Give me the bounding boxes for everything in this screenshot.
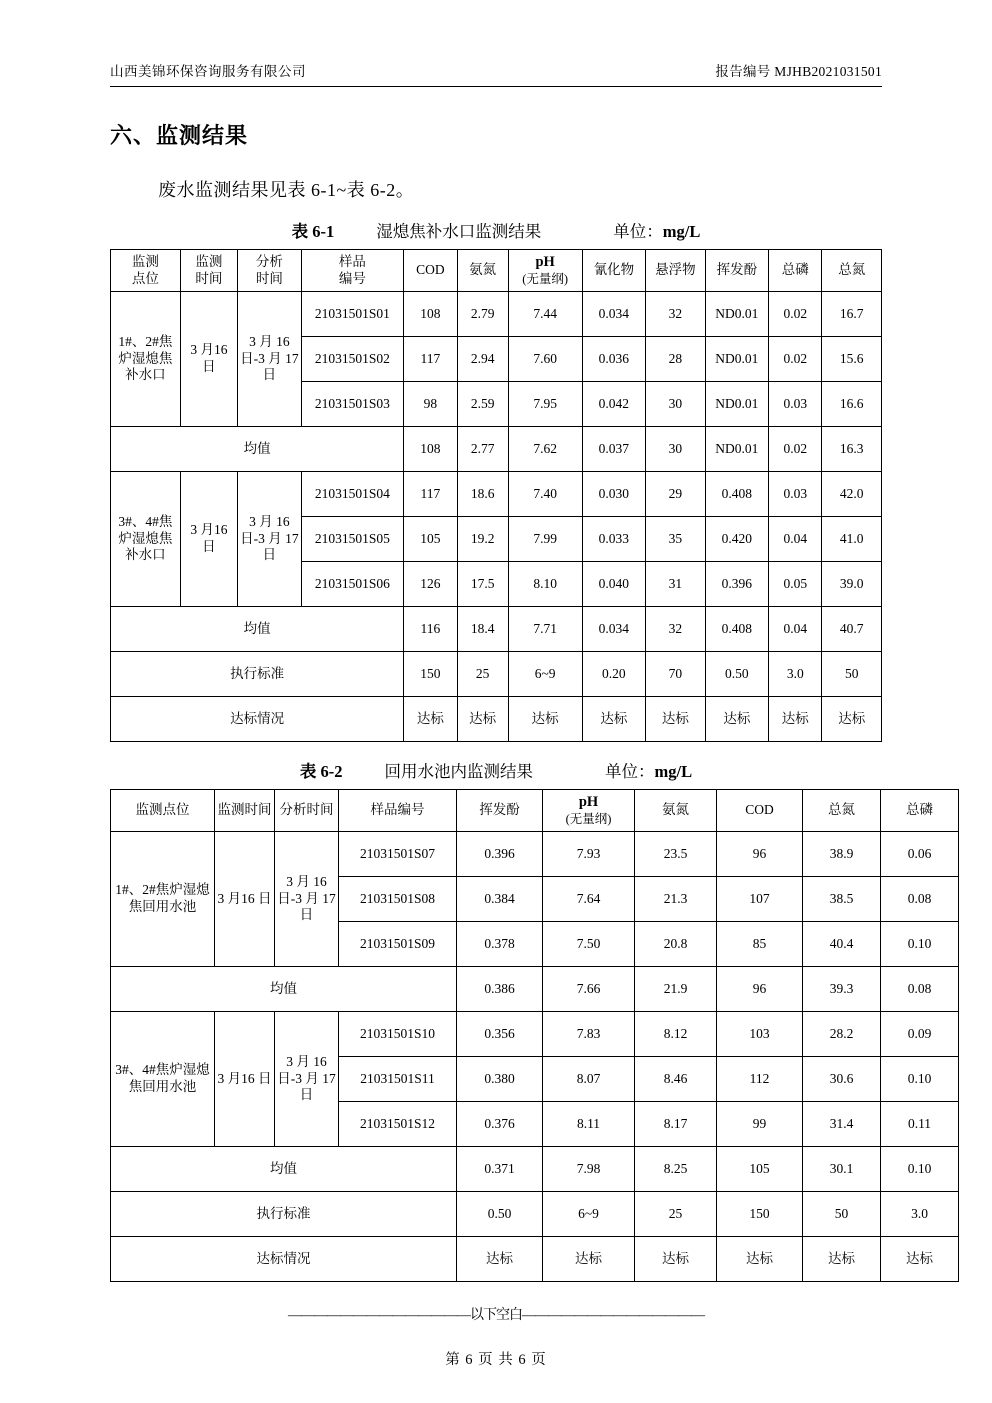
table-reuse-pool bbox=[110, 789, 959, 1282]
row-monitor-time: 3 月16 日 bbox=[215, 832, 275, 967]
cell-ph: 8.10 bbox=[508, 562, 582, 607]
cell-tn: 39.0 bbox=[822, 562, 882, 607]
cell-phenol: 0.371 bbox=[457, 1147, 543, 1192]
cell-ss: 29 bbox=[646, 472, 705, 517]
cell-phenol: 0.384 bbox=[457, 877, 543, 922]
cell-ph: 7.62 bbox=[508, 427, 582, 472]
cell-phenol: 达标 bbox=[457, 1237, 543, 1282]
cell-tp: 达标 bbox=[769, 697, 822, 742]
cell-ammonia: 18.6 bbox=[457, 472, 508, 517]
cell-ammonia: 2.79 bbox=[457, 292, 508, 337]
cell-phenol: ND0.01 bbox=[705, 337, 769, 382]
cell-ss: 28 bbox=[646, 337, 705, 382]
cell-ss: 32 bbox=[646, 607, 705, 652]
cell-sample: 21031501S10 bbox=[339, 1012, 457, 1057]
section-heading: 六、监测结果 bbox=[110, 123, 249, 148]
cell-ammonia: 25 bbox=[457, 652, 508, 697]
cell-tp: 3.0 bbox=[881, 1192, 959, 1237]
cell-tp: 0.08 bbox=[881, 967, 959, 1012]
cell-tn: 达标 bbox=[822, 697, 882, 742]
cell-ammonia: 达标 bbox=[457, 697, 508, 742]
cell-phenol: ND0.01 bbox=[705, 427, 769, 472]
table-row bbox=[111, 1012, 959, 1057]
cell-tn: 38.9 bbox=[803, 832, 881, 877]
cell-phenol: 0.386 bbox=[457, 967, 543, 1012]
th-sample-no: 样品编号 bbox=[339, 790, 457, 832]
cell-cod: 117 bbox=[404, 337, 457, 382]
cell-ammonia: 21.9 bbox=[635, 967, 717, 1012]
report-number: 报告编号 MJHB2021031501 bbox=[715, 64, 882, 79]
th-analysis-time: 分析时间 bbox=[275, 790, 339, 832]
table-row bbox=[111, 292, 882, 337]
cell-phenol: 0.376 bbox=[457, 1102, 543, 1147]
cell-ammonia: 2.94 bbox=[457, 337, 508, 382]
cell-ph: 7.83 bbox=[543, 1012, 635, 1057]
cell-tp: 0.11 bbox=[881, 1102, 959, 1147]
cell-ph: 7.99 bbox=[508, 517, 582, 562]
cell-ph: 7.95 bbox=[508, 382, 582, 427]
cell-tn: 31.4 bbox=[803, 1102, 881, 1147]
cell-tp: 0.10 bbox=[881, 1147, 959, 1192]
cell-tn: 40.7 bbox=[822, 607, 882, 652]
cell-sample: 21031501S05 bbox=[301, 517, 404, 562]
cell-cod: 103 bbox=[717, 1012, 803, 1057]
cell-ammonia: 21.3 bbox=[635, 877, 717, 922]
cell-cod: 达标 bbox=[404, 697, 457, 742]
cell-ph: 7.64 bbox=[543, 877, 635, 922]
cell-phenol: 0.396 bbox=[705, 562, 769, 607]
th-tp: 总磷 bbox=[881, 790, 959, 832]
table-row-mean bbox=[111, 427, 882, 472]
cell-sample: 21031501S03 bbox=[301, 382, 404, 427]
cell-ammonia: 8.46 bbox=[635, 1057, 717, 1102]
cell-ph: 8.07 bbox=[543, 1057, 635, 1102]
cell-tn: 15.6 bbox=[822, 337, 882, 382]
table-row-compliance bbox=[111, 1237, 959, 1282]
th-analysis-time: 分析 时间 bbox=[238, 250, 302, 292]
cell-tp: 0.02 bbox=[769, 427, 822, 472]
row-point: 1#、2#焦炉湿熄焦补水口 bbox=[111, 292, 181, 427]
cell-ammonia: 8.12 bbox=[635, 1012, 717, 1057]
row-monitor-time: 3 月16 日 bbox=[180, 472, 237, 607]
cell-ph: 7.66 bbox=[543, 967, 635, 1012]
cell-ph: 达标 bbox=[508, 697, 582, 742]
cell-cyanide: 0.034 bbox=[582, 607, 646, 652]
cell-phenol: 0.396 bbox=[457, 832, 543, 877]
th-monitor-time: 监测时间 bbox=[215, 790, 275, 832]
page-header bbox=[110, 60, 882, 87]
cell-ph: 8.11 bbox=[543, 1102, 635, 1147]
cell-ph: 达标 bbox=[543, 1237, 635, 1282]
cell-tp: 达标 bbox=[881, 1237, 959, 1282]
th-ammonia: 氨氮 bbox=[457, 250, 508, 292]
cell-ss: 达标 bbox=[646, 697, 705, 742]
compliance-label: 达标情况 bbox=[111, 697, 404, 742]
cell-tn: 41.0 bbox=[822, 517, 882, 562]
cell-ammonia: 达标 bbox=[635, 1237, 717, 1282]
row-analysis-time: 3 月 16 日-3 月 17 日 bbox=[275, 832, 339, 967]
cell-ammonia: 2.59 bbox=[457, 382, 508, 427]
cell-cod: 达标 bbox=[717, 1237, 803, 1282]
cell-phenol: ND0.01 bbox=[705, 382, 769, 427]
th-tn: 总氮 bbox=[803, 790, 881, 832]
th-point: 监测 点位 bbox=[111, 250, 181, 292]
table-row bbox=[111, 832, 959, 877]
th-cyanide: 氰化物 bbox=[582, 250, 646, 292]
cell-cod: 99 bbox=[717, 1102, 803, 1147]
row-analysis-time: 3 月 16 日-3 月 17 日 bbox=[238, 292, 302, 427]
cell-tp: 0.04 bbox=[769, 517, 822, 562]
table-row bbox=[111, 472, 882, 517]
cell-tp: 0.09 bbox=[881, 1012, 959, 1057]
cell-ammonia: 2.77 bbox=[457, 427, 508, 472]
cell-ammonia: 25 bbox=[635, 1192, 717, 1237]
th-tn: 总氮 bbox=[822, 250, 882, 292]
cell-cod: 108 bbox=[404, 292, 457, 337]
cell-ph: 7.44 bbox=[508, 292, 582, 337]
cell-cyanide: 0.033 bbox=[582, 517, 646, 562]
row-point: 1#、2#焦炉湿熄焦回用水池 bbox=[111, 832, 215, 967]
th-monitor-time: 监测 时间 bbox=[180, 250, 237, 292]
cell-cod: 107 bbox=[717, 877, 803, 922]
row-monitor-time: 3 月16 日 bbox=[215, 1012, 275, 1147]
cell-ph: 7.50 bbox=[543, 922, 635, 967]
cell-phenol: ND0.01 bbox=[705, 292, 769, 337]
table1-caption-title: 湿熄焦补水口监测结果 bbox=[376, 222, 542, 241]
th-tp: 总磷 bbox=[769, 250, 822, 292]
th-point: 监测点位 bbox=[111, 790, 215, 832]
table-wastewater-makeup bbox=[110, 249, 882, 742]
cell-cod: 105 bbox=[404, 517, 457, 562]
cell-phenol: 0.50 bbox=[457, 1192, 543, 1237]
row-monitor-time: 3 月16 日 bbox=[180, 292, 237, 427]
cell-phenol: 0.380 bbox=[457, 1057, 543, 1102]
cell-tp: 0.04 bbox=[769, 607, 822, 652]
cell-sample: 21031501S11 bbox=[339, 1057, 457, 1102]
compliance-label: 达标情况 bbox=[111, 1237, 457, 1282]
table1-caption bbox=[110, 218, 882, 242]
cell-ss: 32 bbox=[646, 292, 705, 337]
cell-cyanide: 0.042 bbox=[582, 382, 646, 427]
cell-tn: 28.2 bbox=[803, 1012, 881, 1057]
cell-cod: 96 bbox=[717, 832, 803, 877]
cell-ph: 7.98 bbox=[543, 1147, 635, 1192]
cell-ss: 30 bbox=[646, 382, 705, 427]
cell-cod: 96 bbox=[717, 967, 803, 1012]
table-row-compliance bbox=[111, 697, 882, 742]
cell-cod: 108 bbox=[404, 427, 457, 472]
cell-tp: 0.10 bbox=[881, 922, 959, 967]
table-row-mean bbox=[111, 967, 959, 1012]
cell-phenol: 0.408 bbox=[705, 607, 769, 652]
th-sample-no: 样品 编号 bbox=[301, 250, 404, 292]
cell-ph: 7.60 bbox=[508, 337, 582, 382]
th-phenol: 挥发酚 bbox=[457, 790, 543, 832]
cell-tn: 30.1 bbox=[803, 1147, 881, 1192]
cell-tn: 40.4 bbox=[803, 922, 881, 967]
cell-tn: 16.3 bbox=[822, 427, 882, 472]
row-analysis-time: 3 月 16 日-3 月 17 日 bbox=[238, 472, 302, 607]
standard-label: 执行标准 bbox=[111, 652, 404, 697]
table1-unit-label: 单位： bbox=[613, 222, 663, 241]
table-row-mean bbox=[111, 1147, 959, 1192]
cell-ss: 70 bbox=[646, 652, 705, 697]
cell-tp: 0.05 bbox=[769, 562, 822, 607]
cell-tp: 0.06 bbox=[881, 832, 959, 877]
company-name: 山西美锦环保咨询服务有限公司 bbox=[110, 64, 306, 79]
cell-ph: 7.93 bbox=[543, 832, 635, 877]
cell-sample: 21031501S12 bbox=[339, 1102, 457, 1147]
th-ss: 悬浮物 bbox=[646, 250, 705, 292]
mean-label: 均值 bbox=[111, 427, 404, 472]
cell-cyanide: 0.040 bbox=[582, 562, 646, 607]
cell-ph: 6~9 bbox=[543, 1192, 635, 1237]
th-cod: COD bbox=[717, 790, 803, 832]
th-phenol: 挥发酚 bbox=[705, 250, 769, 292]
cell-ss: 30 bbox=[646, 427, 705, 472]
table1-caption-number: 表 6-1 bbox=[291, 222, 335, 241]
table-row-standard bbox=[111, 1192, 959, 1237]
cell-tn: 50 bbox=[803, 1192, 881, 1237]
cell-cyanide: 0.030 bbox=[582, 472, 646, 517]
cell-tn: 39.3 bbox=[803, 967, 881, 1012]
cell-cod: 105 bbox=[717, 1147, 803, 1192]
cell-ammonia: 19.2 bbox=[457, 517, 508, 562]
cell-ammonia: 17.5 bbox=[457, 562, 508, 607]
table2-caption-number: 表 6-2 bbox=[299, 762, 343, 781]
cell-ammonia: 18.4 bbox=[457, 607, 508, 652]
blank-separator: ——————————————以下空白—————————————— bbox=[288, 1308, 704, 1323]
table2-caption-title: 回用水池内监测结果 bbox=[384, 762, 534, 781]
cell-sample: 21031501S07 bbox=[339, 832, 457, 877]
cell-cod: 98 bbox=[404, 382, 457, 427]
th-ammonia: 氨氮 bbox=[635, 790, 717, 832]
page-number: 第 6 页 共 6 页 bbox=[445, 1352, 547, 1368]
row-analysis-time: 3 月 16 日-3 月 17 日 bbox=[275, 1012, 339, 1147]
cell-tp: 0.08 bbox=[881, 877, 959, 922]
cell-tp: 0.03 bbox=[769, 472, 822, 517]
cell-sample: 21031501S08 bbox=[339, 877, 457, 922]
mean-label: 均值 bbox=[111, 967, 457, 1012]
cell-phenol: 0.50 bbox=[705, 652, 769, 697]
th-ph: pH (无量纲) bbox=[508, 250, 582, 292]
cell-ph: 7.40 bbox=[508, 472, 582, 517]
cell-cyanide: 0.034 bbox=[582, 292, 646, 337]
cell-cyanide: 达标 bbox=[582, 697, 646, 742]
cell-cod: 117 bbox=[404, 472, 457, 517]
cell-tp: 0.10 bbox=[881, 1057, 959, 1102]
cell-phenol: 达标 bbox=[705, 697, 769, 742]
cell-cyanide: 0.037 bbox=[582, 427, 646, 472]
cell-sample: 21031501S09 bbox=[339, 922, 457, 967]
row-point: 3#、4#焦炉湿熄焦回用水池 bbox=[111, 1012, 215, 1147]
table2-unit-label: 单位： bbox=[605, 762, 655, 781]
cell-ammonia: 20.8 bbox=[635, 922, 717, 967]
cell-tn: 42.0 bbox=[822, 472, 882, 517]
cell-tn: 30.6 bbox=[803, 1057, 881, 1102]
th-ph: pH (无量纲) bbox=[543, 790, 635, 832]
table2-header-row bbox=[111, 790, 959, 832]
cell-cod: 126 bbox=[404, 562, 457, 607]
cell-tn: 38.5 bbox=[803, 877, 881, 922]
cell-ss: 35 bbox=[646, 517, 705, 562]
th-cod: COD bbox=[404, 250, 457, 292]
cell-sample: 21031501S02 bbox=[301, 337, 404, 382]
cell-tp: 3.0 bbox=[769, 652, 822, 697]
table2-caption bbox=[110, 758, 882, 782]
cell-ph: 6~9 bbox=[508, 652, 582, 697]
cell-phenol: 0.420 bbox=[705, 517, 769, 562]
row-point: 3#、4#焦炉湿熄焦补水口 bbox=[111, 472, 181, 607]
table-row-standard bbox=[111, 652, 882, 697]
cell-cyanide: 0.20 bbox=[582, 652, 646, 697]
cell-ammonia: 23.5 bbox=[635, 832, 717, 877]
cell-phenol: 0.408 bbox=[705, 472, 769, 517]
table-row-mean bbox=[111, 607, 882, 652]
cell-tn: 50 bbox=[822, 652, 882, 697]
cell-cyanide: 0.036 bbox=[582, 337, 646, 382]
cell-phenol: 0.356 bbox=[457, 1012, 543, 1057]
cell-tn: 16.7 bbox=[822, 292, 882, 337]
cell-ss: 31 bbox=[646, 562, 705, 607]
cell-ph: 7.71 bbox=[508, 607, 582, 652]
cell-ammonia: 8.25 bbox=[635, 1147, 717, 1192]
table1-header-row bbox=[111, 250, 882, 292]
cell-ammonia: 8.17 bbox=[635, 1102, 717, 1147]
mean-label: 均值 bbox=[111, 1147, 457, 1192]
cell-cod: 150 bbox=[717, 1192, 803, 1237]
table2-unit-value: mg/L bbox=[654, 762, 693, 781]
cell-tn: 达标 bbox=[803, 1237, 881, 1282]
mean-label: 均值 bbox=[111, 607, 404, 652]
table1-unit-value: mg/L bbox=[662, 222, 701, 241]
cell-cod: 116 bbox=[404, 607, 457, 652]
cell-cod: 150 bbox=[404, 652, 457, 697]
cell-cod: 112 bbox=[717, 1057, 803, 1102]
cell-sample: 21031501S01 bbox=[301, 292, 404, 337]
intro-paragraph: 废水监测结果见表 6-1~表 6-2。 bbox=[158, 180, 415, 200]
cell-tp: 0.02 bbox=[769, 337, 822, 382]
cell-cod: 85 bbox=[717, 922, 803, 967]
cell-phenol: 0.378 bbox=[457, 922, 543, 967]
cell-tp: 0.02 bbox=[769, 292, 822, 337]
cell-sample: 21031501S04 bbox=[301, 472, 404, 517]
cell-tp: 0.03 bbox=[769, 382, 822, 427]
standard-label: 执行标准 bbox=[111, 1192, 457, 1237]
cell-tn: 16.6 bbox=[822, 382, 882, 427]
cell-sample: 21031501S06 bbox=[301, 562, 404, 607]
